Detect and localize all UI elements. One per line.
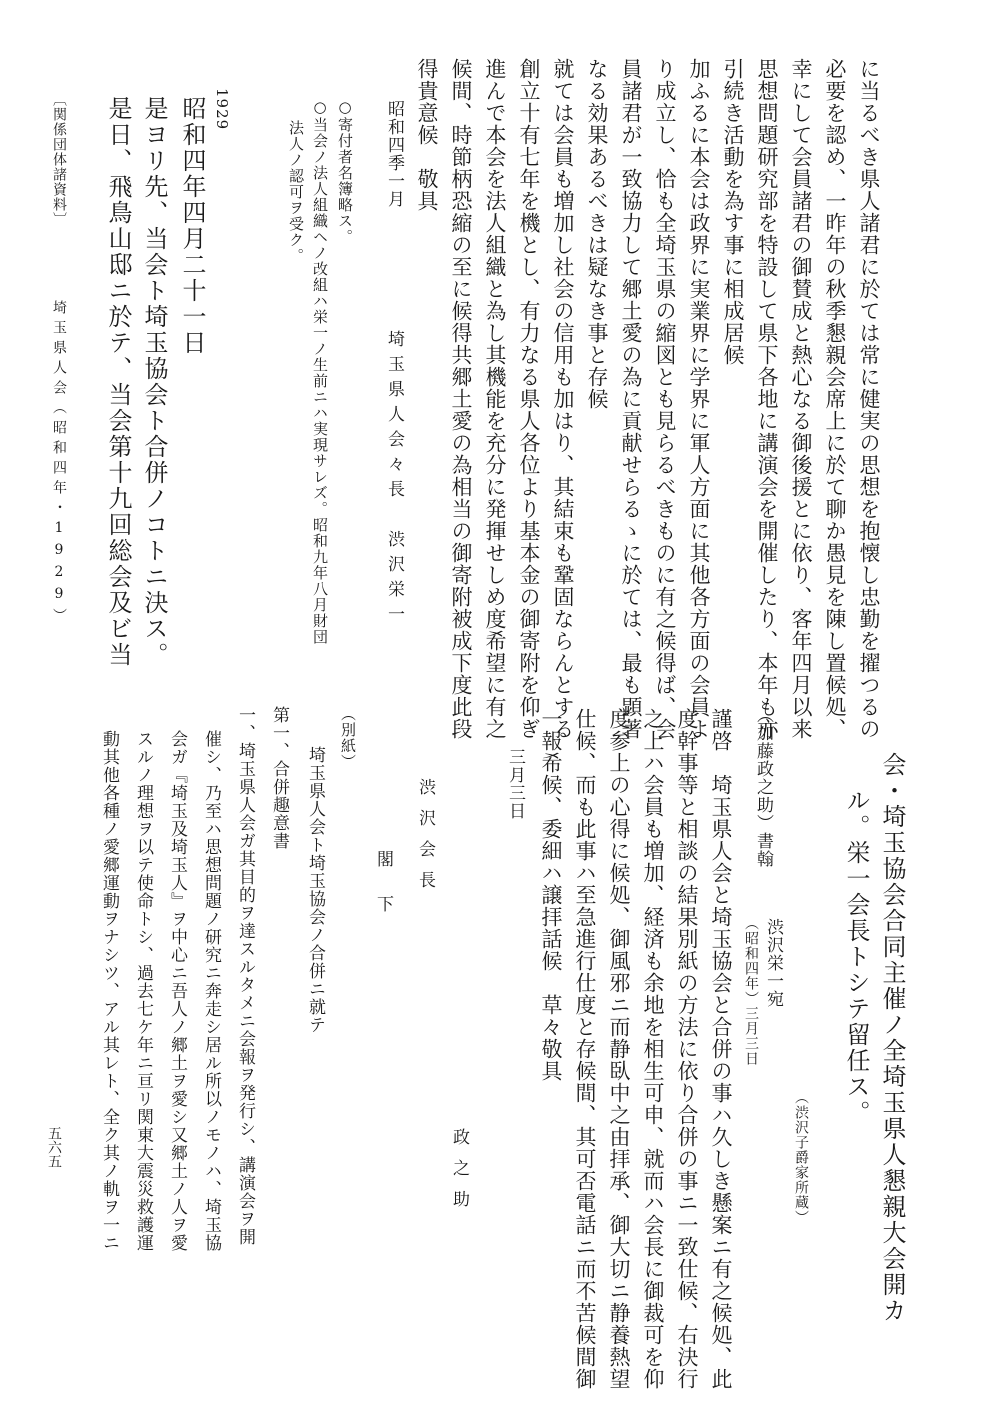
attachment-label: （別紙） <box>339 706 357 770</box>
editor-note: 法人ノ認可ヲ受ク。 <box>287 120 305 264</box>
letter-recipient: 渋沢栄一宛 <box>763 918 783 1008</box>
entry-date: 昭和四年四月二十一日 <box>178 96 206 356</box>
text-column: 必要を認め、一昨年の秋季懇親会席上に於て聊か愚見を陳し置候処、 <box>823 58 847 740</box>
attachment-title: 埼玉県人会ト埼玉協会ノ合併ニ就テ <box>305 746 325 1034</box>
text-column: に当るべき県人諸君に於ては常に健実の思想を抱懐し忠勤を擢つるの <box>857 58 881 740</box>
editor-note: ○当会ノ法人組織ヘノ改組ハ栄一ノ生前ニハ実現サレズ。昭和九年八月財団 <box>311 98 329 645</box>
page-number: 五六五 <box>46 1126 62 1168</box>
text-column: 度参上の心得に候処、御風邪ニ而静臥中之由拝承、御大切ニ静養熱望 <box>607 708 631 1390</box>
source-org: 埼玉県人会（昭和四年・1929） <box>51 300 67 628</box>
letter-signature: 政之助 <box>449 1128 469 1221</box>
text-column: 一報希候、委細ハ譲拝話候 草々敬具 <box>539 708 563 1082</box>
letter-date: （昭和四年）三月三日 <box>743 916 759 1066</box>
text-column: ル。栄一会長トシテ留任ス。 <box>842 788 870 1126</box>
text-column: 催シ、乃至ハ思想問題ノ研究ニ奔走シ居ル所以ノモノハ、埼玉協 <box>201 730 221 1252</box>
source-citation: 〔関係団体諸資料〕 <box>51 92 67 227</box>
text-column: 引続き活動を為す事に相成居候 <box>721 58 745 366</box>
letter-date: 三月三日 <box>505 748 525 820</box>
letter-addressee: 渋沢会長 <box>415 778 435 902</box>
text-column: 進んで本会を法人組織と為し其機能を充分に発揮せしめ度希望に有之 <box>483 58 507 740</box>
text-column: 加ふるに本会は政界に実業界に学界に軍人方面に其他各方面の会員よ <box>687 58 711 740</box>
text-column: なる効果あるべきは疑なき事と存候 <box>585 58 609 410</box>
text-column: 会ガ『埼玉及埼玉人』ヲ中心ニ吾人ノ郷土ヲ愛シ又郷土ノ人ヲ愛 <box>167 730 187 1252</box>
text-column: 謹啓 埼玉県人会と埼玉協会と合併の事ハ久しき懸案ニ有之候処、此 <box>709 708 733 1390</box>
text-column: 度幹事等と相談の結果別紙の方法に依り合併の事ニ一致仕候、右決行 <box>675 708 699 1390</box>
letter-sender: 埼玉県人会々長 渋沢栄一 <box>384 330 404 630</box>
text-column: り成立し、恰も全埼玉県の縮図とも見らるべきものに有之候得ば、会 <box>653 58 677 740</box>
text-column: 得貴意候 敬具 <box>415 58 439 212</box>
letter-date: 昭和四季一月 <box>384 100 404 208</box>
text-column: 仕候、而も此事ハ至急進行仕度と存候間、其可否電話ニ而不苦候間御 <box>573 708 597 1390</box>
text-column: 創立十有七年を機とし、有力なる県人各位より基本金の御寄附を仰ぎ <box>517 58 541 740</box>
text-column: スルノ理想ヲ以テ使命トシ、過去七ケ年ニ亘リ関東大震災救護運 <box>133 730 153 1252</box>
year-marker: 1929 <box>213 88 231 131</box>
text-column: 動其他各種ノ愛郷運動ヲナシツ、アル其レト、全ク其ノ軌ヲ一ニ <box>99 730 119 1252</box>
text-column: 候間、時節柄恐縮の至に候得共郷土愛の為相当の御寄附被成下度此段 <box>449 58 473 740</box>
text-column: 一、埼玉県人会ガ其目的ヲ達スルタメニ会報ヲ発行シ、講演会ヲ開 <box>235 706 255 1246</box>
text-column: 之上ハ会員も増加、経済も余地を相生可申、就而ハ会長に御裁可を仰 <box>641 708 665 1390</box>
text-column: 員諸君が一致協力して郷土愛の為に貢献せらるゝに於ては、最も顕著 <box>619 58 643 740</box>
editor-note: ○寄付者名簿略ス。 <box>336 98 354 245</box>
letter-honorific: 閣下 <box>373 850 393 940</box>
collection-attribution: （渋沢子爵家所蔵） <box>793 1090 809 1225</box>
letter-heading: （加藤政之助）書翰 <box>753 706 773 868</box>
text-column: 是日、飛鳥山邸ニ於テ、当会第十九回総会及ビ当 <box>104 96 132 668</box>
text-column: 会・埼玉協会合同主催ノ全埼玉県人懇親大会開カ <box>878 752 906 1324</box>
text-column: 幸にして会員諸君の御賛成と熱心なる御後援とに依り、客年四月以来 <box>789 58 813 740</box>
text-column: 就ては会員も増加し社会の信用も加はり、其結束も鞏固ならんとする <box>551 58 575 740</box>
section-heading: 第一、合併趣意書 <box>269 706 289 850</box>
text-column: 是ヨリ先、当会ト埼玉協会ト合併ノコトニ決ス。 <box>140 96 168 668</box>
text-column: 思想問題研究部を特設して県下各地に講演会を開催したり、本年も亦 <box>755 58 779 740</box>
